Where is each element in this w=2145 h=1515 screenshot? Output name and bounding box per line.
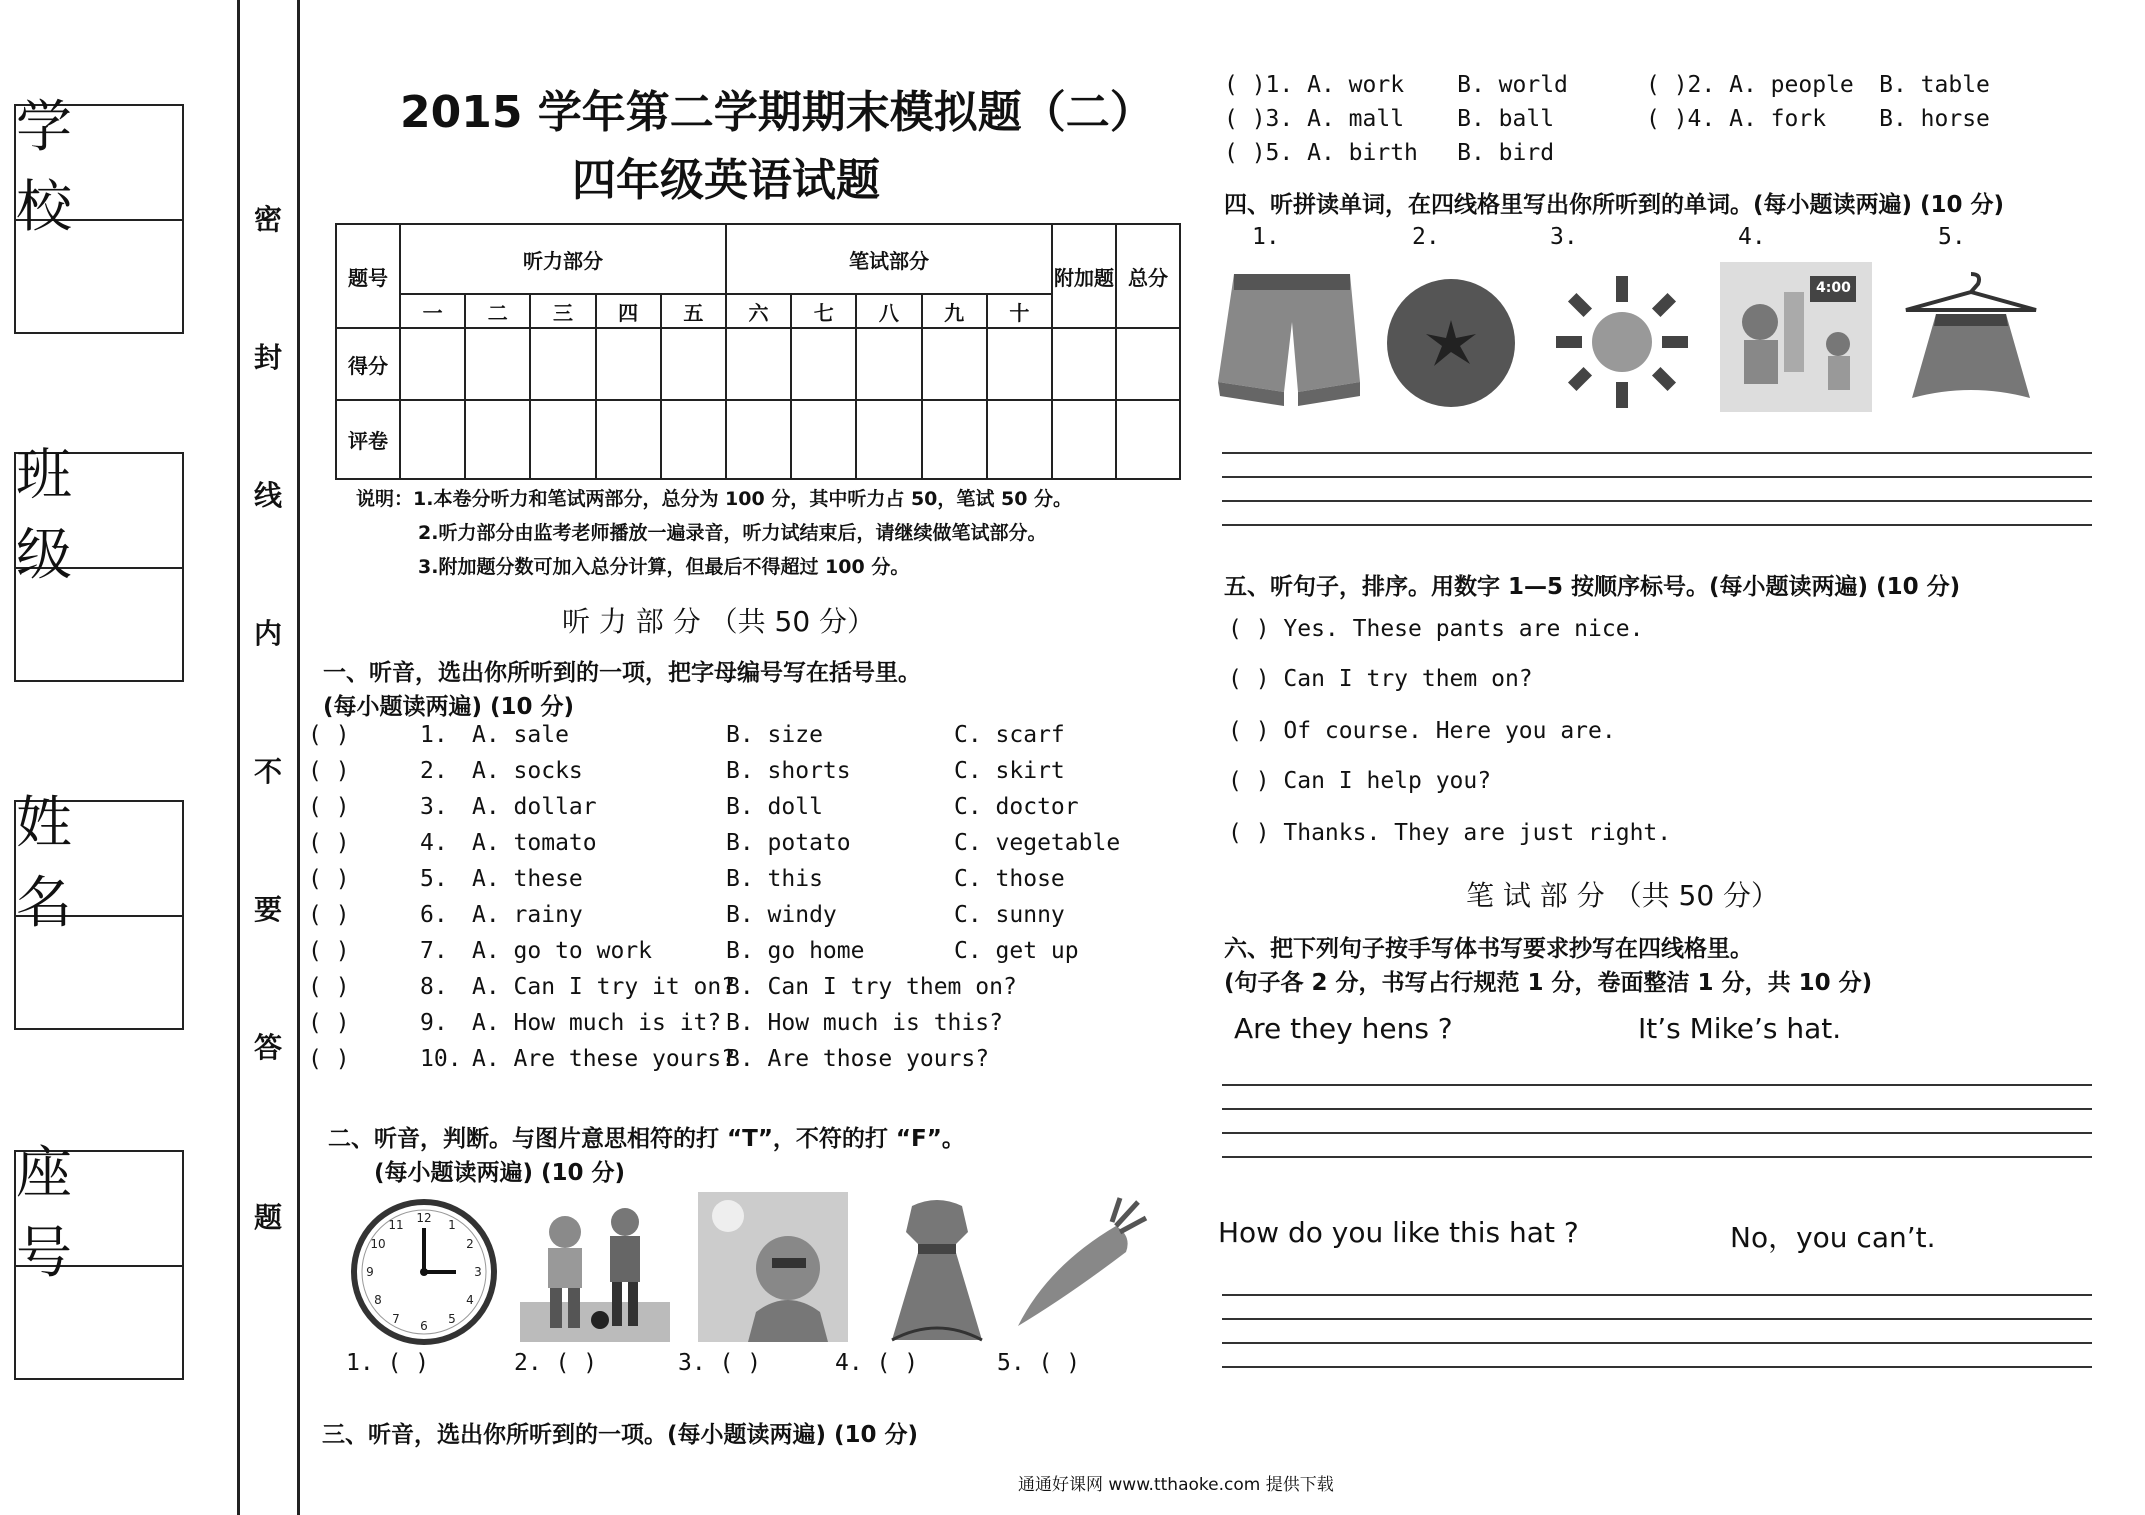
item-number: 1. (420, 722, 448, 748)
option-c: C. get up (954, 938, 1079, 964)
school-label: 学 校 (16, 106, 182, 221)
part1-item[interactable] (308, 758, 1114, 784)
part6-writing-lines-2[interactable] (1222, 1294, 2092, 1390)
svg-text:6: 6 (420, 1319, 428, 1333)
answer-bracket[interactable]: ( ) (308, 938, 350, 964)
copy-sentence-3: How do you like this hat ? (1218, 1216, 1579, 1249)
svg-text:4: 4 (466, 1293, 474, 1307)
part2-answer-2[interactable]: 2. ( ) (514, 1350, 598, 1376)
item-number: 3. (420, 794, 448, 820)
part2-answer-4[interactable]: 4. ( ) (835, 1350, 919, 1376)
option-a: A. go to work (472, 938, 653, 964)
option-a: A. tomato (472, 830, 597, 856)
part5-item[interactable]: ( ) Can I help you? (1228, 768, 1492, 794)
answer-bracket[interactable]: ( ) (308, 1010, 350, 1036)
option-b: B. go home (726, 938, 865, 964)
col-num: 十 (987, 294, 1052, 328)
option-a: A. rainy (472, 902, 583, 928)
score-cell[interactable] (596, 328, 661, 400)
class-field-box (14, 442, 184, 682)
item-number: 4. (420, 830, 448, 856)
part2-answer-5[interactable]: 5. ( ) (997, 1350, 1081, 1376)
review-cell[interactable] (596, 400, 661, 479)
score-cell[interactable] (400, 328, 465, 400)
part5-title: 五、听句子，排序。用数字 1—5 按顺序标号。(每小题读两遍) (10 分) (1224, 574, 1961, 600)
part3-title: 三、听音，选出你所听到的一项。(每小题读两遍) (10 分) (322, 1422, 919, 1448)
answer-bracket[interactable]: ( ) (308, 1046, 350, 1072)
part1-item[interactable] (308, 974, 1114, 1000)
item-number: 10. (420, 1046, 462, 1072)
part4-num: 2. (1412, 224, 1440, 250)
part6-title: 六、把下列句子按手写体书写要求抄写在四线格里。 (1224, 936, 1753, 962)
listening-heading: 听 力 部 分 （共 50 分） (562, 605, 876, 638)
svg-text:11: 11 (388, 1218, 404, 1232)
exam-subtitle: 四年级英语试题 (572, 155, 880, 206)
option-b: B. potato (726, 830, 851, 856)
seal-char: 不 (254, 755, 283, 788)
svg-text:10: 10 (370, 1237, 386, 1251)
answer-bracket[interactable]: ( ) (308, 866, 350, 892)
part5-item[interactable]: ( ) Of course. Here you are. (1228, 718, 1616, 744)
option-c: C. scarf (954, 722, 1065, 748)
answer-bracket[interactable]: ( ) (308, 794, 350, 820)
clock-display-text: 4:00 (1816, 280, 1851, 296)
answer-bracket[interactable]: ( ) (308, 722, 350, 748)
svg-text:7: 7 (392, 1312, 400, 1326)
score-cell[interactable] (661, 328, 726, 400)
binding-line-right (297, 0, 300, 1515)
part2-answer-3[interactable]: 3. ( ) (678, 1350, 762, 1376)
review-cell[interactable] (726, 400, 791, 479)
col-num: 四 (596, 294, 661, 328)
score-cell[interactable] (856, 328, 921, 400)
col-num: 六 (726, 294, 791, 328)
score-cell[interactable] (1052, 328, 1116, 400)
review-cell[interactable] (661, 400, 726, 479)
header-tihao: 题号 (336, 224, 400, 328)
part1-item[interactable] (308, 722, 1114, 748)
option-a: A. Are these yours? (472, 1046, 736, 1072)
clock-image (348, 1196, 500, 1348)
score-cell[interactable] (987, 328, 1052, 400)
option-b: B. this (726, 866, 823, 892)
carrot-image (1008, 1196, 1148, 1336)
part3-item-4[interactable]: ( )4. A. fork B. horse (1646, 106, 1990, 132)
svg-text:3: 3 (474, 1265, 482, 1279)
score-cell[interactable] (1116, 328, 1180, 400)
seal-char: 内 (254, 617, 283, 650)
score-table (335, 223, 1181, 480)
score-cell[interactable] (530, 328, 595, 400)
part1-item[interactable] (308, 1010, 1114, 1036)
option-c: C. vegetable (954, 830, 1121, 856)
row-review-label: 评卷 (336, 400, 400, 479)
header-listening: 听力部分 (400, 224, 726, 294)
part4-num: 3. (1550, 224, 1578, 250)
review-cell[interactable] (922, 400, 987, 479)
part5-item[interactable]: ( ) Yes. These pants are nice. (1228, 616, 1644, 642)
skirt-hanger-image (1896, 270, 2046, 410)
part4-num: 1. (1252, 224, 1280, 250)
answer-bracket[interactable]: ( ) (308, 902, 350, 928)
part1-item[interactable] (308, 866, 1114, 892)
part4-writing-lines[interactable] (1222, 452, 2092, 548)
part1-item[interactable] (308, 1046, 1114, 1072)
score-cell[interactable] (791, 328, 856, 400)
copy-sentence-2: It’s Mike’s hat. (1638, 1012, 1842, 1045)
part5-item[interactable]: ( ) Can I try them on? (1228, 666, 1533, 692)
col-num: 九 (922, 294, 987, 328)
exam-title: 2015 学年第二学期期末模拟题（二） (400, 87, 1154, 138)
option-b: B. shorts (726, 758, 851, 784)
option-b: B. Can I try them on? (726, 974, 1017, 1000)
seal-char: 封 (254, 341, 283, 374)
answer-bracket[interactable]: ( ) (308, 758, 350, 784)
boys-football-image (520, 1192, 670, 1342)
part6-writing-lines-1[interactable] (1222, 1084, 2092, 1180)
part1-item[interactable] (308, 794, 1114, 820)
option-b: B. doll (726, 794, 823, 820)
review-cell[interactable] (400, 400, 465, 479)
part3-item-1[interactable]: ( )1. A. work B. world (1224, 72, 1568, 98)
review-cell[interactable] (1052, 400, 1116, 479)
footer-credit: 通通好课网 www.tthaoke.com 提供下载 (1018, 1475, 1334, 1495)
svg-text:1: 1 (448, 1218, 456, 1232)
header-written: 笔试部分 (726, 224, 1052, 294)
item-number: 7. (420, 938, 448, 964)
col-num: 三 (530, 294, 595, 328)
option-c: C. doctor (954, 794, 1079, 820)
seal-char: 要 (254, 893, 283, 926)
col-num: 二 (465, 294, 530, 328)
score-cell[interactable] (465, 328, 530, 400)
svg-text:8: 8 (374, 1293, 382, 1307)
class-label: 班 级 (16, 454, 182, 569)
svg-text:2: 2 (466, 1237, 474, 1251)
review-cell[interactable] (856, 400, 921, 479)
part4-num: 4. (1738, 224, 1766, 250)
seal-char: 线 (254, 479, 283, 512)
svg-text:12: 12 (416, 1211, 432, 1225)
col-num: 五 (661, 294, 726, 328)
shorts-image (1214, 266, 1364, 412)
part3-item-5[interactable]: ( )5. A. birth B. bird (1224, 140, 1555, 166)
part2-answer-1[interactable]: 1. ( ) (346, 1350, 430, 1376)
svg-text:5: 5 (448, 1312, 456, 1326)
part5-item[interactable]: ( ) Thanks. They are just right. (1228, 820, 1672, 846)
option-c: C. sunny (954, 902, 1065, 928)
item-number: 6. (420, 902, 448, 928)
option-a: A. Can I try it on? (472, 974, 736, 1000)
review-cell[interactable] (791, 400, 856, 479)
part6-subtitle: (句子各 2 分，书写占行规范 1 分，卷面整洁 1 分，共 10 分) (1224, 970, 1873, 996)
option-b: B. windy (726, 902, 837, 928)
svg-text:9: 9 (366, 1265, 374, 1279)
tomato-image (1384, 276, 1518, 410)
part1-item[interactable] (308, 938, 1114, 964)
review-cell[interactable] (465, 400, 530, 479)
part4-num: 5. (1938, 224, 1966, 250)
option-a: A. these (472, 866, 583, 892)
item-number: 5. (420, 866, 448, 892)
school-field-box (14, 94, 184, 334)
part1-item[interactable] (308, 830, 1121, 856)
option-b: B. Are those yours? (726, 1046, 990, 1072)
item-number: 8. (420, 974, 448, 1000)
item-number: 2. (420, 758, 448, 784)
option-a: A. socks (472, 758, 583, 784)
header-extra: 附加题 (1052, 224, 1116, 328)
option-b: B. size (726, 722, 823, 748)
sun-image (1552, 272, 1692, 412)
part1-item[interactable] (308, 902, 1114, 928)
seal-char: 题 (254, 1201, 283, 1234)
part3-item-2[interactable]: ( )2. A. people B. table (1646, 72, 1990, 98)
written-heading: 笔 试 部 分 （共 50 分） (1466, 879, 1780, 912)
binding-line-left (237, 0, 240, 1515)
option-c: C. those (954, 866, 1065, 892)
seat-label: 座 号 (16, 1152, 182, 1267)
seal-char: 密 (254, 203, 283, 236)
option-a: A. How much is it? (472, 1010, 722, 1036)
part2-title: 二、听音，判断。与图片意思相符的打 “T”，不符的打 “F”。 (328, 1126, 965, 1152)
option-a: A. sale (472, 722, 569, 748)
copy-sentence-1: Are they hens ? (1234, 1012, 1453, 1045)
option-b: B. How much is this? (726, 1010, 1003, 1036)
name-field-box (14, 790, 184, 1030)
part2-subtitle: (每小题读两遍) (10 分) (374, 1160, 626, 1186)
item-number: 9. (420, 1010, 448, 1036)
part4-title: 四、听拼读单词，在四线格里写出你所听到的单词。(每小题读两遍) (10 分) (1224, 192, 2005, 218)
option-c: C. skirt (954, 758, 1065, 784)
part3-item-3[interactable]: ( )3. A. mall B. ball (1224, 106, 1555, 132)
copy-sentence-4: No，you can’t. (1730, 1221, 1936, 1254)
review-cell[interactable] (530, 400, 595, 479)
part1-title: 一、听音，选出你所听到的一项，把字母编号写在括号里。 (323, 660, 921, 686)
review-cell[interactable] (987, 400, 1052, 479)
note-line: 2.听力部分由监考老师播放一遍录音，听力试结束后，请继续做笔试部分。 (418, 522, 1047, 544)
score-cell[interactable] (726, 328, 791, 400)
header-total: 总分 (1116, 224, 1180, 328)
note-line: 3.附加题分数可加入总分计算，但最后不得超过 100 分。 (418, 556, 910, 578)
sunny-boy-image (698, 1192, 848, 1342)
col-num: 八 (856, 294, 921, 328)
col-num: 一 (400, 294, 465, 328)
score-cell[interactable] (922, 328, 987, 400)
answer-bracket[interactable]: ( ) (308, 830, 350, 856)
boy-clock-image (1720, 262, 1872, 412)
col-num: 七 (791, 294, 856, 328)
part1-subtitle: (每小题读两遍) (10 分) (323, 694, 575, 720)
name-label: 姓 名 (16, 802, 182, 917)
review-cell[interactable] (1116, 400, 1180, 479)
seal-char: 答 (254, 1031, 283, 1064)
note-line: 说明：1.本卷分听力和笔试两部分，总分为 100 分，其中听力占 50，笔试 50 分。 (356, 488, 1073, 510)
option-a: A. dollar (472, 794, 597, 820)
answer-bracket[interactable]: ( ) (308, 974, 350, 1000)
row-score-label: 得分 (336, 328, 400, 400)
dress-image (872, 1196, 1002, 1344)
seat-field-box (14, 1140, 184, 1380)
